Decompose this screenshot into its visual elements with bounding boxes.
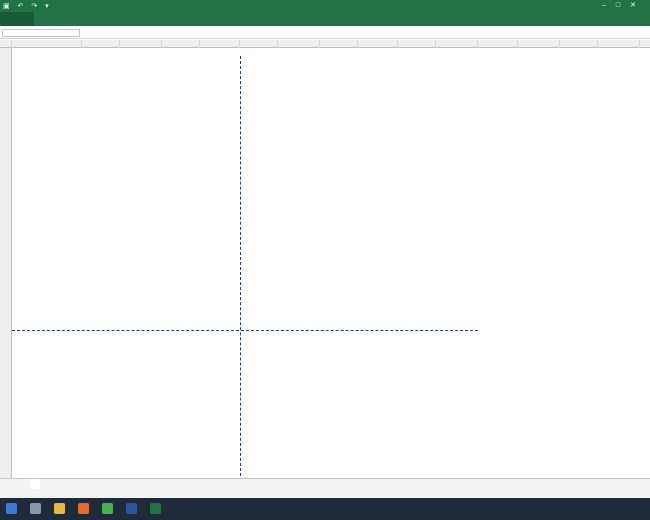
col-header-o[interactable] — [598, 40, 640, 48]
col-header-n[interactable] — [560, 40, 598, 48]
col-header-f[interactable] — [240, 40, 278, 48]
col-header-i[interactable] — [358, 40, 398, 48]
chrome-icon[interactable] — [102, 503, 113, 514]
col-header-e[interactable] — [200, 40, 240, 48]
taskbar — [0, 498, 650, 520]
quick-access-toolbar[interactable]: ▣ ↶ ↷ ▾ — [3, 3, 52, 10]
col-header-h[interactable] — [320, 40, 358, 48]
select-all[interactable] — [0, 40, 12, 48]
start-icon[interactable] — [6, 503, 17, 514]
excel-icon[interactable] — [150, 503, 161, 514]
col-header-l[interactable] — [478, 40, 518, 48]
sheet-tabs-bar — [0, 478, 650, 489]
col-header-j[interactable] — [398, 40, 436, 48]
row-headers[interactable] — [0, 48, 12, 478]
col-header-b[interactable] — [82, 40, 120, 48]
status-bar — [0, 489, 650, 498]
column-headers — [0, 40, 650, 48]
col-header-g[interactable] — [278, 40, 320, 48]
col-header-k[interactable] — [436, 40, 478, 48]
page-break-horizontal — [12, 330, 478, 331]
folder-icon[interactable] — [54, 503, 65, 514]
col-header-c[interactable] — [120, 40, 162, 48]
tab-file[interactable] — [0, 12, 34, 26]
col-header-d[interactable] — [162, 40, 200, 48]
col-header-a[interactable] — [12, 40, 82, 48]
firefox-icon[interactable] — [78, 503, 89, 514]
ribbon-tabs — [0, 12, 650, 26]
col-header-m[interactable] — [518, 40, 560, 48]
worksheet-grid[interactable] — [12, 48, 650, 478]
name-box[interactable] — [2, 29, 80, 37]
title-bar — [0, 0, 650, 12]
window-controls[interactable]: –□✕ — [602, 2, 646, 9]
search-icon[interactable] — [30, 503, 41, 514]
word-icon[interactable] — [126, 503, 137, 514]
formula-bar — [0, 28, 650, 39]
page-break-vertical — [240, 56, 241, 476]
